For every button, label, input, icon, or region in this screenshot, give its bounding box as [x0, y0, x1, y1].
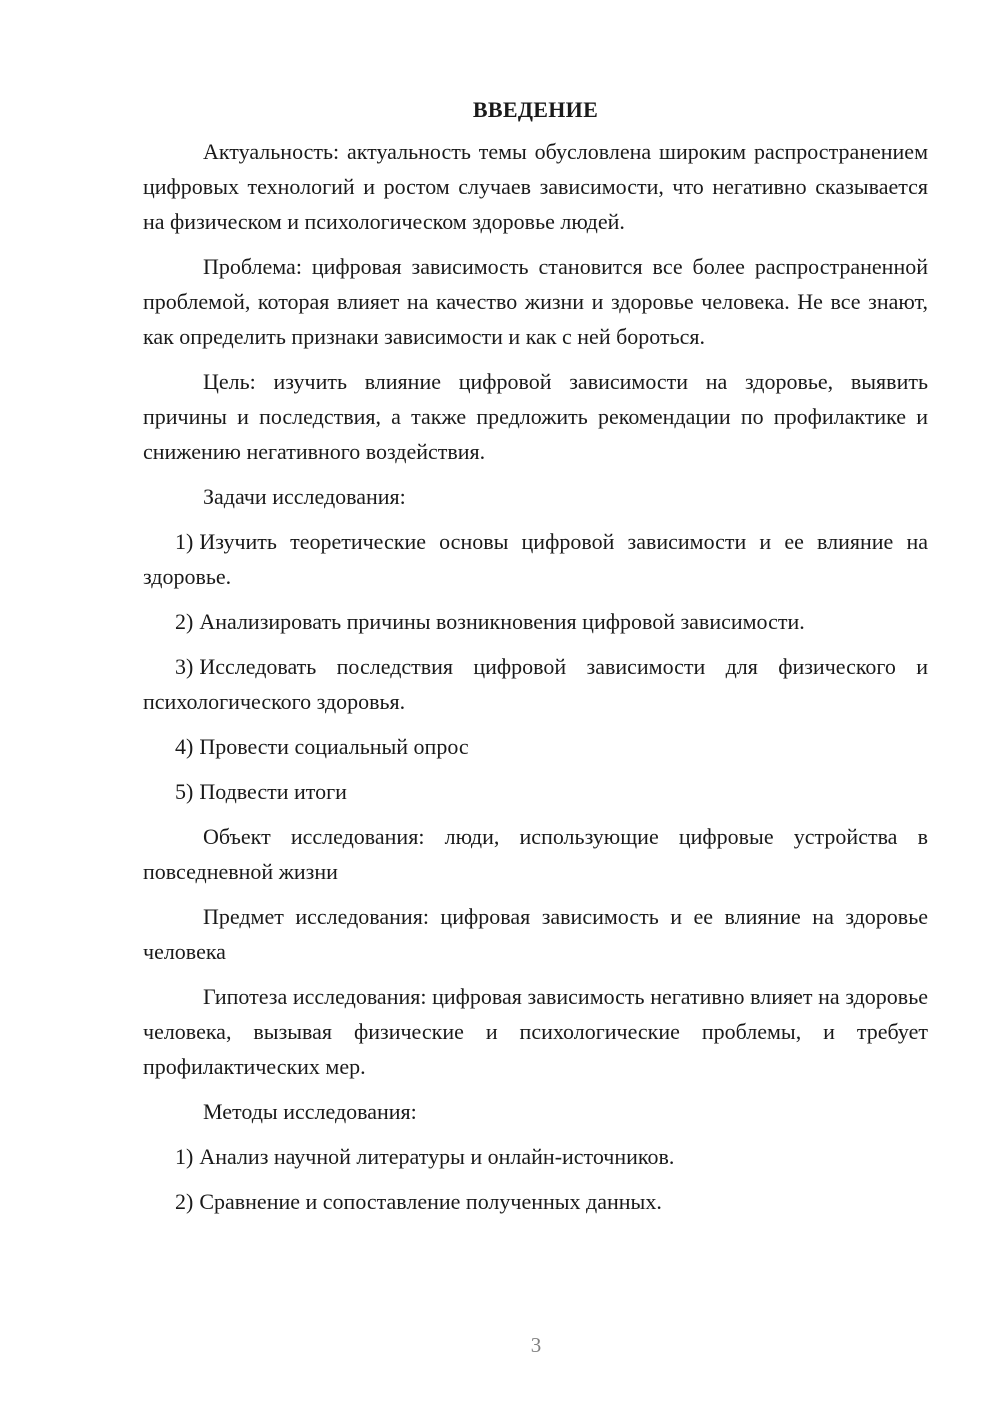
paragraph-hypothesis: Гипотеза исследования: цифровая зависимость негативно влияет на здоровье человека, вызывая физические и психологические проблемы, и требует профилактических мер.	[143, 984, 928, 1079]
method-text: Сравнение и сопоставление полученных данных.	[199, 1189, 662, 1214]
task-text: Анализировать причины возникновения цифровой зависимости.	[199, 609, 805, 634]
task-number: 5)	[175, 779, 194, 804]
task-item-3	[143, 649, 928, 719]
paragraph-problem: Проблема: цифровая зависимость становится все более распространенной проблемой, которая влияет на качество жизни и здоровье человека. Не все знают, как определить признаки зависимости и как с ней бороться.	[143, 254, 928, 349]
paragraph-goal: Цель: изучить влияние цифровой зависимости на здоровье, выявить причины и последствия, а также предложить рекомендации по профилактике и снижению негативного воздействия.	[143, 369, 928, 464]
method-text: Анализ научной литературы и онлайн-источников.	[199, 1144, 675, 1169]
paragraph-relevance: Актуальность: актуальность темы обусловлена широким распространением цифровых технологий и ростом случаев зависимости, что негативно сказывается на физическом и психологическом здоровье людей.	[143, 139, 928, 234]
task-number: 2)	[175, 609, 194, 634]
task-text: Исследовать последствия цифровой зависимости для физического и психологического здоровья.	[143, 654, 928, 714]
tasks-heading: Задачи исследования:	[203, 484, 406, 509]
method-item-2	[143, 1184, 928, 1219]
task-number: 1)	[175, 529, 194, 554]
methods-heading: Методы исследования:	[203, 1099, 417, 1124]
paragraph-subject: Предмет исследования: цифровая зависимость и ее влияние на здоровье человека	[143, 904, 928, 964]
page-content	[143, 92, 928, 1229]
task-number: 3)	[175, 654, 194, 679]
task-text: Изучить теоретические основы цифровой зависимости и ее влияние на здоровье.	[143, 529, 928, 589]
task-item-2	[143, 604, 928, 639]
task-text: Провести социальный опрос	[199, 734, 469, 759]
task-item-1	[143, 524, 928, 594]
task-text: Подвести итоги	[199, 779, 347, 804]
task-number: 4)	[175, 734, 194, 759]
method-item-1	[143, 1139, 928, 1174]
task-item-4	[143, 729, 928, 764]
paragraph-object: Объект исследования: люди, использующие цифровые устройства в повседневной жизни	[143, 824, 928, 884]
method-number: 1)	[175, 1144, 194, 1169]
section-title: ВВЕДЕНИЕ	[472, 97, 599, 122]
method-number: 2)	[175, 1189, 194, 1214]
page-number: 3	[530, 1333, 542, 1357]
task-item-5	[143, 774, 928, 809]
